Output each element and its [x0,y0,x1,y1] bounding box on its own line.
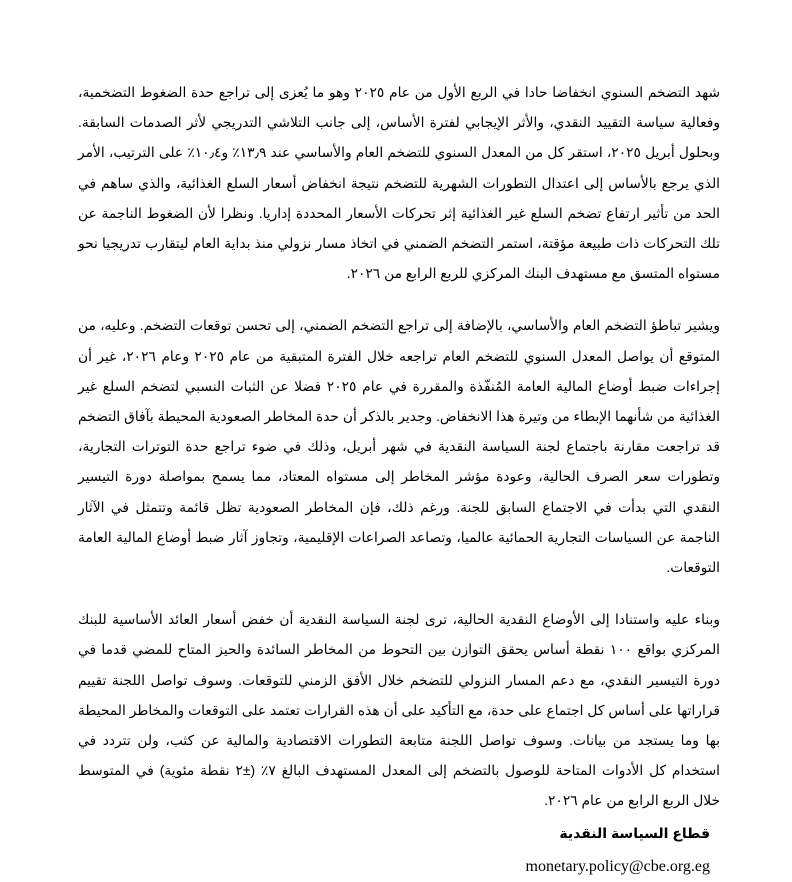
contact-email[interactable]: monetary.policy@cbe.org.eg [525,858,710,875]
signature-block [526,820,710,882]
paragraph-policy-decision: وبناء عليه واستنادا إلى الأوضاع النقدية الحالية، ترى لجنة السياسة النقدية أن خفض أسعار العائد الأساسية للبنك المركزي بواقع ١٠٠ نقطة أساس يحقق التوازن بين التحوط من المخاطر السائدة والحيز المتاح للمضي قدما في دورة التيسير النقدي، مع دعم المسار النزولي للتضخم خلال الأفق الزمني للتوقعات. وسوف تواصل اللجنة تقييم قراراتها على أساس كل اجتماع على حدة، مع التأكيد على أن هذه القرارات تعتمد على التوقعات والمخاطر المحيطة بها وما يستجد من بيانات. وسوف تواصل اللجنة متابعة التطورات الاقتصادية والمالية عن كثب، ولن تتردد في استخدام كل الأدوات المتاحة للوصول بالتضخم إلى المعدل المستهدف البالغ ٧٪ (±٢ نقطة مئوية) في المتوسط خلال الربع الرابع من عام ٢٠٢٦. [78,612,721,809]
paragraph-inflation-outlook: ويشير تباطؤ التضخم العام والأساسي، بالإضافة إلى تراجع التضخم الضمني، إلى تحسن توقعات التضخم. وعليه، من المتوقع أن يواصل المعدل السنوي للتضخم العام تراجعه خلال الفترة المتبقية من عام ٢٠٢٥ وعام ٢٠٢٦، غير أن إجراءات ضبط أوضاع المالية العامة المُنفّذة والمقررة في عام ٢٠٢٥ فضلا عن الثبات النسبي لتضخم السلع غير الغذائية من شأنهما الإبطاء من وتيرة هذا الانخفاض. وجدير بالذكر أن حدة المخاطر الصعودية المحيطة بآفاق التضخم قد تراجعت مقارنة باجتماع لجنة السياسة النقدية في شهر أبريل، وذلك في ضوء تراجع حدة التوترات التجارية، وتطورات سعر الصرف الحالية، وعودة مؤشر المخاطر إلى مستواه المعتاد، مما يسمح بمواصلة دورة التيسير النقدي التي بدأت في الاجتماع السابق للجنة. ورغم ذلك، فإن المخاطر الصعودية تظل قائمة وتتمثل في الآثار الناجمة عن السياسات التجارية الحمائية عالميا، وتصاعد الصراعات الإقليمية، وتجاوز آثار ضبط أوضاع المالية العامة التوقعات. [78,318,720,576]
document-body [78,78,720,817]
paragraph-inflation-review: شهد التضخم السنوي انخفاضا حادا في الربع الأول من عام ٢٠٢٥ وهو ما يُعزى إلى تراجع حدة الضغوط التضخمية، وفعالية سياسة التقييد النقدي، والأثر الإيجابي لفترة الأساس، إلى جانب التلاشي التدريجي لأثر الصدمات السابقة. وبحلول أبريل ٢٠٢٥، استقر كل من المعدل السنوي للتضخم العام والأساسي عند ١٣٫٩٪ و١٠٫٤٪ على الترتيب، الأمر الذي يرجع بالأساس إلى اعتدال التطورات الشهرية للتضخم نتيجة انخفاض أسعار السلع الغذائية، والذي ساهم في الحد من تأثير ارتفاع تضخم السلع غير الغذائية إثر تحركات الأسعار المحددة إداريا. ونظرا لأن الضغوط الناجمة عن تلك التحركات ذات طبيعة مؤقتة، استمر التضخم الضمني في اتخاذ مسار نزولي منذ بداية العام ليتقارب تدريجيا نحو مستواه المتسق مع مستهدف البنك المركزي للربع الرابع من ٢٠٢٦. [78,85,721,282]
sector-name: قطاع السياسة النقدية [559,825,710,841]
